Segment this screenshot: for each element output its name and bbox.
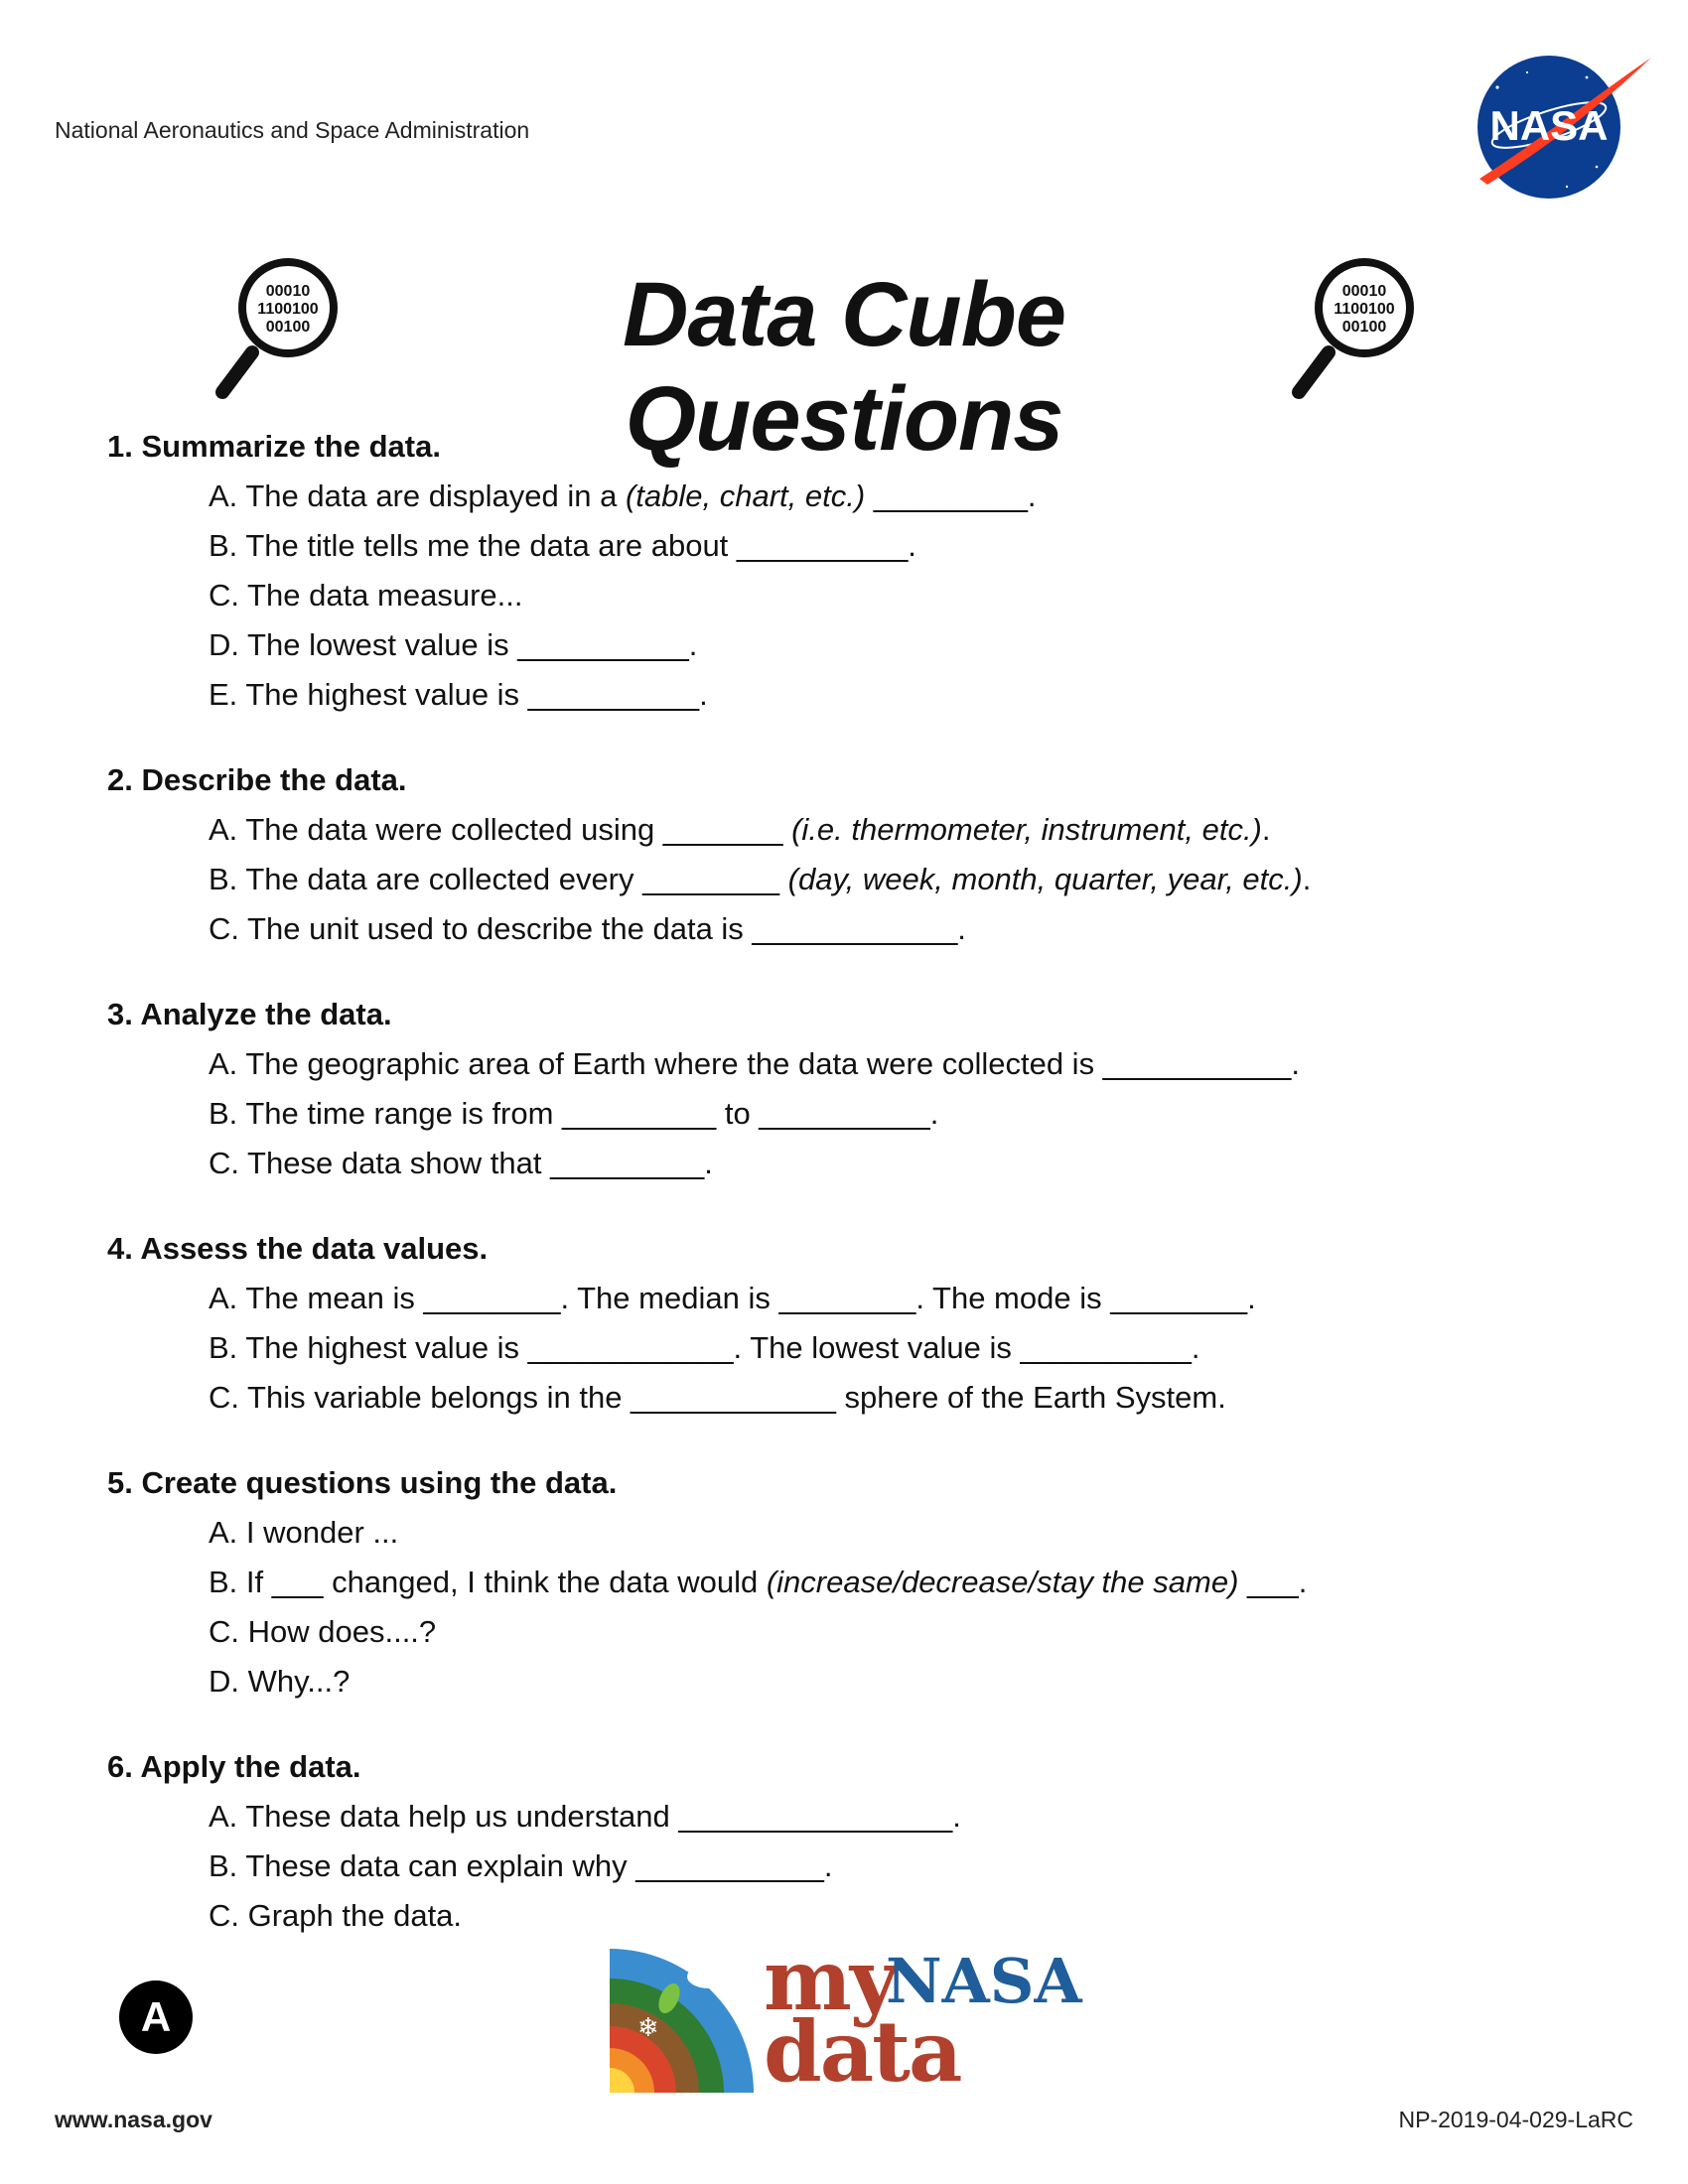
section-heading: 5. Create questions using the data. bbox=[107, 1465, 618, 1500]
item-text: A. The mean is ________. The median is ________. The mode is ________. bbox=[209, 1281, 1256, 1315]
question-item bbox=[107, 1323, 1597, 1373]
item-text: B. The time range is from _________ to __________. bbox=[209, 1096, 939, 1131]
item-text: A. The data are displayed in a bbox=[209, 478, 626, 513]
earth-layers-icon bbox=[610, 1949, 754, 2093]
lens-line-1: 00010 bbox=[265, 283, 311, 300]
item-text: D. Why...? bbox=[209, 1664, 351, 1699]
brand-data: data bbox=[764, 2002, 961, 2101]
question-item bbox=[107, 1373, 1597, 1423]
item-hint-text: (i.e. thermometer, instrument, etc.) bbox=[791, 812, 1262, 847]
item-hint-text: (increase/decrease/stay the same) bbox=[766, 1565, 1239, 1599]
agency-name: National Aeronautics and Space Administration bbox=[55, 117, 530, 143]
item-text: A. The data were collected using _______ bbox=[209, 812, 792, 847]
item-text: B. The data are collected every ________ bbox=[209, 862, 788, 896]
question-item bbox=[107, 1792, 1597, 1842]
item-text: C. Graph the data. bbox=[209, 1898, 463, 1933]
lens-line-2: 1100100 bbox=[257, 301, 319, 318]
item-text: B. The title tells me the data are about __________. bbox=[209, 528, 916, 563]
question-section bbox=[107, 1224, 1597, 1423]
item-text: A. These data help us understand ________________. bbox=[209, 1799, 961, 1834]
footer-doc-number: NP-2019-04-029-LaRC bbox=[1398, 2107, 1633, 2132]
question-item bbox=[107, 1657, 1597, 1706]
question-item bbox=[107, 1842, 1597, 1891]
nasa-logo-text: NASA bbox=[1489, 102, 1609, 149]
question-section bbox=[107, 1458, 1597, 1706]
item-text: D. The lowest value is __________. bbox=[209, 627, 698, 662]
item-text: C. The unit used to describe the data is ____________. bbox=[209, 911, 966, 946]
lens-line-1: 00010 bbox=[1341, 283, 1387, 300]
lens-line-3: 00100 bbox=[265, 319, 311, 336]
question-item bbox=[107, 1607, 1597, 1657]
brand-my: my bbox=[764, 1931, 897, 2029]
item-text: B. The highest value is ____________. The lowest value is __________. bbox=[209, 1330, 1200, 1365]
item-text: ___. bbox=[1238, 1565, 1308, 1599]
snowflake-icon: ❄ bbox=[637, 2013, 659, 2043]
question-item bbox=[107, 1508, 1597, 1558]
my-nasa-data-logo bbox=[610, 1931, 1086, 2101]
question-item bbox=[107, 1274, 1597, 1323]
item-text: E. The highest value is __________. bbox=[209, 677, 708, 712]
question-item bbox=[107, 1558, 1597, 1607]
lens-line-3: 00100 bbox=[1341, 319, 1387, 336]
question-item bbox=[107, 1089, 1597, 1139]
question-section bbox=[107, 755, 1597, 954]
brand-nasa: NASA bbox=[886, 1945, 1082, 2017]
section-heading: 1. Summarize the data. bbox=[107, 429, 441, 464]
question-item bbox=[107, 620, 1597, 670]
item-text: C. These data show that _________. bbox=[209, 1146, 713, 1180]
question-item bbox=[107, 805, 1597, 855]
question-item bbox=[107, 670, 1597, 720]
question-item bbox=[107, 1039, 1597, 1089]
section-heading: 3. Analyze the data. bbox=[107, 997, 392, 1031]
item-text: C. The data measure... bbox=[209, 578, 523, 613]
question-item bbox=[107, 472, 1597, 521]
question-item bbox=[107, 1139, 1597, 1188]
question-section bbox=[107, 1742, 1597, 1941]
magnifier-icon bbox=[212, 253, 342, 402]
item-hint-text: (day, week, month, quarter, year, etc.) bbox=[787, 862, 1303, 896]
footer-website[interactable]: www.nasa.gov bbox=[55, 2107, 212, 2132]
item-text: A. The geographic area of Earth where the data were collected is ___________. bbox=[209, 1046, 1300, 1081]
item-text: . bbox=[1261, 812, 1271, 847]
item-text: C. This variable belongs in the ____________ sphere of the Earth System. bbox=[209, 1380, 1226, 1415]
section-heading: 2. Describe the data. bbox=[107, 762, 407, 797]
section-heading: 4. Assess the data values. bbox=[107, 1231, 489, 1266]
section-heading: 6. Apply the data. bbox=[107, 1749, 361, 1784]
item-text: B. If ___ changed, I think the data would bbox=[209, 1565, 767, 1599]
question-section bbox=[107, 990, 1597, 1188]
question-section bbox=[107, 422, 1597, 720]
magnifier-icon bbox=[1289, 253, 1418, 402]
question-item bbox=[107, 521, 1597, 571]
nasa-meatball-logo bbox=[1468, 48, 1656, 206]
item-hint-text: (table, chart, etc.) bbox=[625, 478, 866, 513]
item-text: A. I wonder ... bbox=[209, 1515, 399, 1550]
item-text: B. These data can explain why ___________. bbox=[209, 1848, 833, 1883]
question-item bbox=[107, 571, 1597, 620]
question-sections bbox=[107, 422, 1597, 1977]
question-item bbox=[107, 855, 1597, 904]
item-text: C. How does....? bbox=[209, 1614, 437, 1649]
item-text: _________. bbox=[865, 478, 1037, 513]
item-text: . bbox=[1302, 862, 1312, 896]
lens-line-2: 1100100 bbox=[1334, 301, 1395, 318]
page-title: Data Cube Questions bbox=[623, 264, 1065, 470]
worksheet-badge: A bbox=[119, 1980, 193, 2054]
question-item bbox=[107, 904, 1597, 954]
